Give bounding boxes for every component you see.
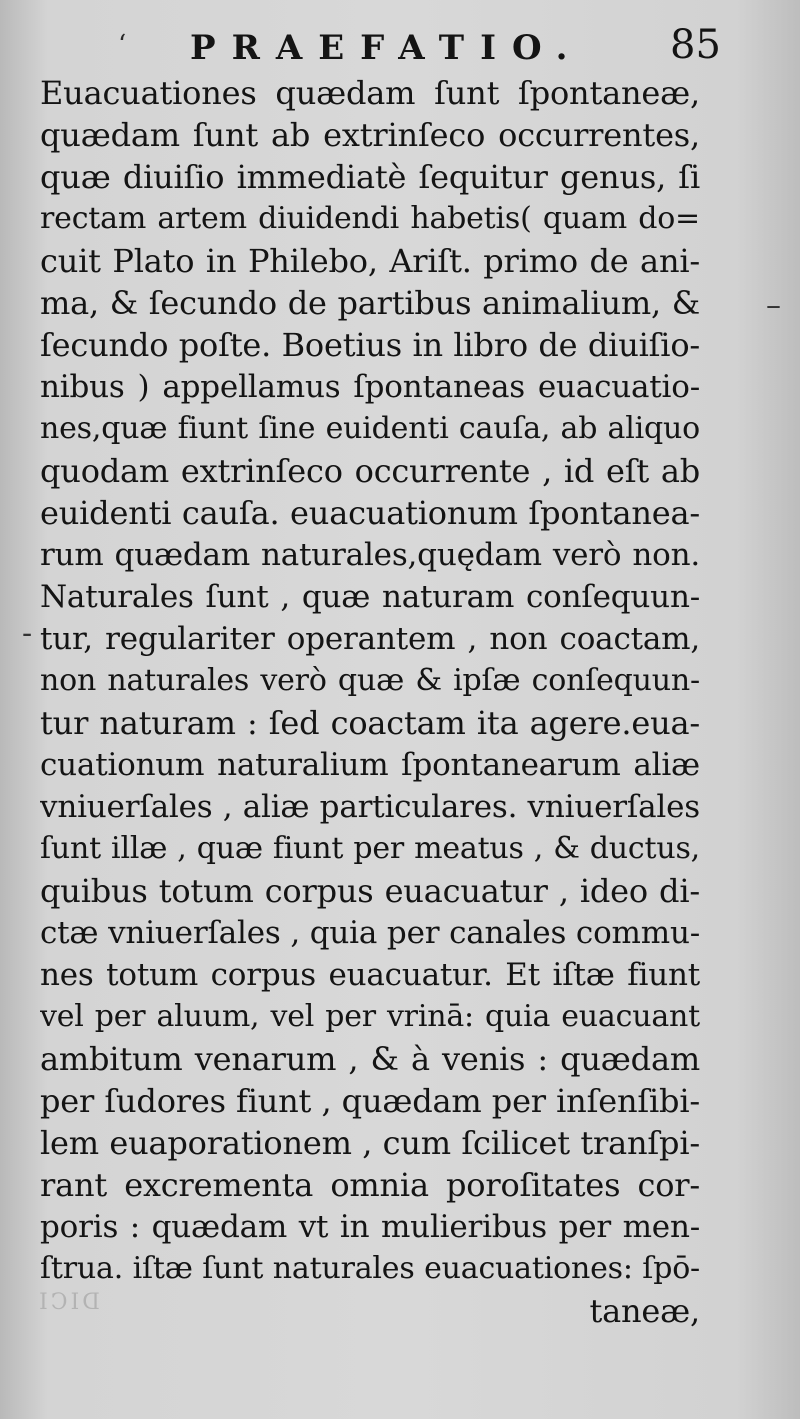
text-line: Naturales ſunt , quæ naturam conſequun- bbox=[40, 579, 700, 615]
text-line: rant excrementa omnia poroſitates cor- bbox=[40, 1166, 700, 1204]
text-line: euidenti cauſa. euacuationum ſpontanea- bbox=[40, 494, 700, 532]
page-number: 85 bbox=[670, 22, 721, 68]
text-line: nes totum corpus euacuatur. Et iſtæ fiunt bbox=[40, 957, 700, 993]
text-line: nes,quæ fiunt ſine euidenti cauſa, ab aliquo bbox=[40, 411, 700, 446]
body-text bbox=[40, 72, 700, 1332]
text-line: tur naturam : ſed coactam ita agere.eua- bbox=[40, 704, 700, 742]
text-line: quodam extrinſeco occurrente , id eſt ab bbox=[40, 452, 700, 490]
text-line: ambitum venarum , & à venis : quædam bbox=[40, 1040, 700, 1078]
text-line: Euacuationes quædam ſunt ſpontaneæ, bbox=[40, 74, 700, 112]
text-line: poris : quædam vt in mulieribus per men- bbox=[40, 1209, 700, 1245]
text-line: vniuerſales , aliæ particulares. vniuerſales bbox=[40, 789, 700, 825]
text-line: vel per aluum, vel per vrinā: quia euacuant bbox=[40, 999, 700, 1034]
text-line: cuit Plato in Philebo, Ariſt. primo de ani- bbox=[40, 242, 700, 280]
page-header bbox=[0, 22, 800, 72]
text-line: cuationum naturalium ſpontanearum aliæ bbox=[40, 747, 700, 783]
margin-dash-mark: – bbox=[766, 288, 781, 323]
text-line: ſecundo poſte. Boetius in libro de diuiſio- bbox=[40, 326, 700, 364]
text-line: tur, regulariter operantem , non coactam, bbox=[40, 621, 700, 657]
text-line: rectam artem diuidendi habetis( quam do= bbox=[40, 201, 700, 236]
text-line: nibus ) appellamus ſpontaneas euacuatio- bbox=[40, 369, 700, 405]
text-line: quibus totum corpus euacuatur , ideo di- bbox=[40, 872, 700, 910]
bleed-through-text: DICI bbox=[36, 1290, 100, 1315]
text-line: quædam ſunt ab extrinſeco occurrentes, bbox=[40, 116, 700, 154]
text-line: ſunt illæ , quæ fiunt per meatus , & ductus, bbox=[40, 831, 700, 866]
text-line: ctæ vniuerſales , quia per canales commu- bbox=[40, 915, 700, 951]
margin-dash-mark: - bbox=[22, 616, 33, 651]
running-title: PRAEFATIO. bbox=[190, 28, 584, 68]
text-line: rum quædam naturales,quędam verò non. bbox=[40, 537, 700, 573]
text-line: ma, & ſecundo de partibus animalium, & bbox=[40, 284, 700, 322]
text-line: non naturales verò quæ & ipſæ conſequun- bbox=[40, 663, 700, 698]
text-line: per ſudores fiunt , quædam per inſenſibi- bbox=[40, 1082, 700, 1120]
text-line: quæ diuiſio immediatè ſequitur genus, ſi bbox=[40, 158, 700, 196]
text-line: lem euaporationem , cum ſcilicet tranſpi- bbox=[40, 1124, 700, 1162]
catchword: taneæ, bbox=[589, 1292, 700, 1330]
header-mark: ʻ bbox=[118, 30, 127, 60]
text-line: ſtrua. iſtæ ſunt naturales euacuationes: ſpō- bbox=[40, 1251, 700, 1286]
